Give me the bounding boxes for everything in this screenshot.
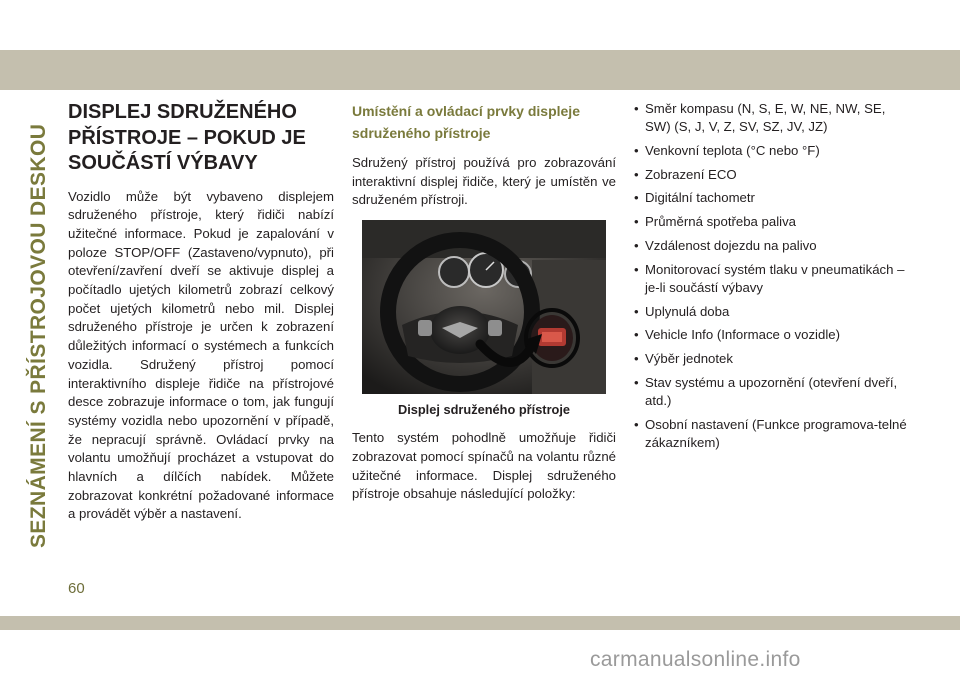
chapter-side-title: SEZNÁMENÍ S PŘÍSTROJOVOU DESKOU — [27, 123, 50, 548]
cluster-display-photo — [362, 220, 606, 394]
bullet-mark: • — [634, 351, 639, 367]
list-item-text: Digitální tachometr — [645, 190, 755, 206]
bullet-mark: • — [634, 374, 639, 390]
list-item-text: Vehicle Info (Informace o vozidle) — [645, 327, 840, 343]
column-right — [634, 100, 914, 458]
list-item — [634, 100, 914, 136]
section-title-line: PŘÍSTROJE – POKUD JE — [68, 126, 306, 149]
list-item-text: Vzdálenost dojezdu na palivo — [645, 237, 817, 253]
subsection-outro: Tento systém pohodlně umožňuje řidiči zobrazovat pomocí spínačů na volantu různé užitečné informace. Displej sdruženého přístroje obsahuje následující položky: — [352, 430, 616, 502]
list-item — [634, 303, 914, 321]
bullet-mark: • — [634, 237, 639, 253]
list-item-text: Zobrazení ECO — [645, 166, 737, 182]
list-item-text: Průměrná spotřeba paliva — [645, 214, 797, 230]
list-item-text: Stav systému a upozornění (otevření dveří, atd.) — [645, 374, 898, 408]
list-item — [634, 350, 914, 368]
section-title-line: DISPLEJ SDRUŽENÉHO — [68, 101, 297, 123]
photo-caption: Displej sdruženého přístroje — [397, 402, 571, 418]
bullet-mark: • — [634, 101, 639, 116]
list-item — [634, 237, 914, 255]
list-item — [634, 213, 914, 231]
top-decor-band — [0, 50, 960, 90]
site-watermark[interactable]: carmanualsonline.info — [590, 648, 801, 671]
bullet-mark: • — [634, 142, 639, 158]
list-item — [634, 326, 914, 344]
list-item — [634, 142, 914, 160]
list-item — [634, 374, 914, 410]
subsection-title — [352, 100, 616, 144]
bullet-mark: • — [634, 261, 639, 277]
subsection-intro: Sdružený přístroj používá pro zobrazování interaktivní displej řidiče, který je umístěn ve sdruženém přístroji. — [352, 155, 616, 208]
bullet-mark: • — [634, 166, 639, 182]
subsection-title-line: Umístění a ovládací prvky displeje — [352, 103, 580, 119]
list-item-text: Monitorovací systém tlaku v pneumatikách – je-li součástí výbavy — [645, 261, 905, 295]
display-items-list — [634, 100, 914, 452]
list-item — [634, 189, 914, 207]
subsection-title-line: sdruženého přístroje — [352, 125, 491, 141]
list-item-text: Osobní nastavení (Funkce programova-telné zákazníkem) — [645, 416, 907, 450]
list-item-text: Směr kompasu (N, S, E, W, NE, NW, SE, SW) (S, J, V, Z, SV, SZ, JV, JZ) — [645, 101, 886, 134]
page-number: 60 — [68, 580, 85, 597]
list-item — [634, 416, 914, 452]
list-item-text: Výběr jednotek — [645, 351, 733, 367]
bullet-mark: • — [634, 416, 639, 432]
section-title-line: SOUČÁSTÍ VÝBAVY — [68, 152, 258, 174]
bullet-mark: • — [634, 327, 639, 343]
bullet-mark: • — [634, 214, 639, 230]
section-title — [68, 100, 334, 177]
column-left — [68, 100, 334, 524]
list-item — [634, 166, 914, 184]
bottom-decor-band — [0, 616, 960, 630]
list-item-text: Uplynulá doba — [645, 303, 730, 319]
bullet-mark: • — [634, 190, 639, 206]
section-paragraph: Vozidlo může být vybaveno displejem sdruženého přístroje, který řidiči nabízí užitečné informace. Pokud je zapalování v poloze STOP/OFF (Zastaveno/vypnuto), při otevření/zavření dveří se aktivuje displej a počítadlo ujetých kilometrů zobrazí celkový počet ujetých kilometrů nebo mil. Displej sdruženého přístroje je určen k zobrazení důležitých informací o systémech a funkcích vozidla. Sdružený přístroj pomocí interaktivního displeje řidiče na přístrojové desce zobrazuje informace o tom, jak fungují systémy vozidla nebo upozornění v případě, že nepracují správně. Ovládací prvky na volantu umožňují procházet a vstupovat do hlavních a dílčích nabídek. Můžete zobrazovat konkrétní požadované informace a provádět výběr a nastavení. — [68, 188, 334, 522]
list-item-text: Venkovní teplota (°C nebo °F) — [645, 142, 820, 158]
bullet-mark: • — [634, 303, 639, 319]
column-middle — [352, 100, 616, 504]
list-item — [634, 261, 914, 297]
